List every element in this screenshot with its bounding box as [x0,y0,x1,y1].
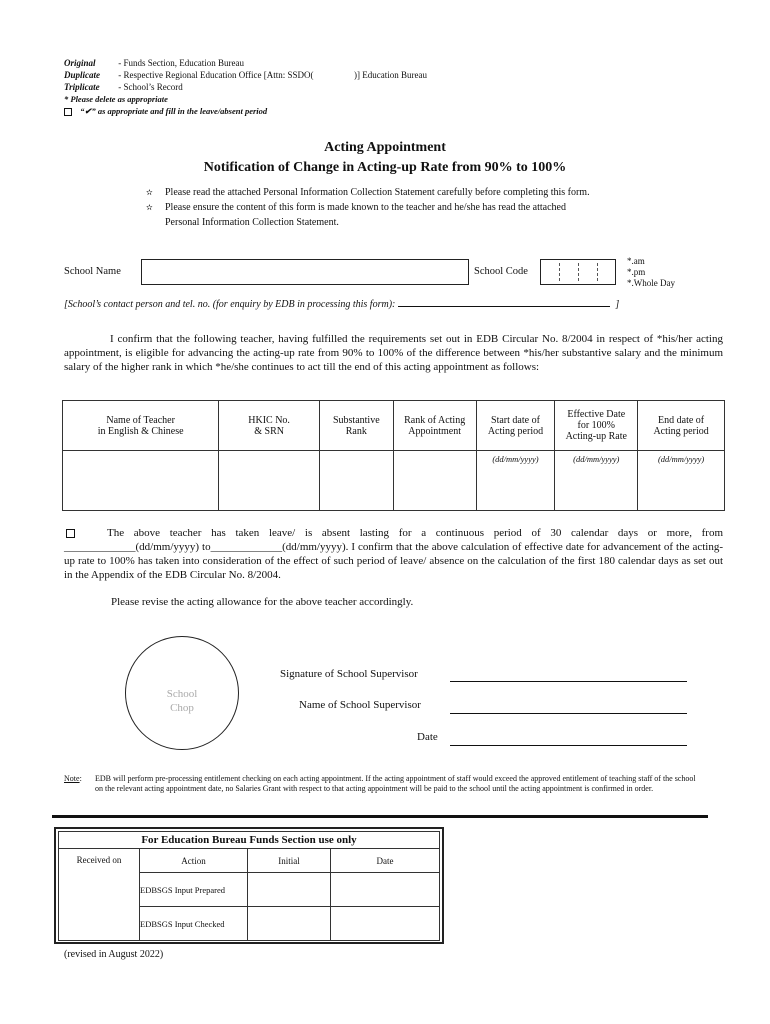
session-pm: *.pm [627,267,646,277]
confirm-paragraph: I confirm that the following teacher, having fulfilled the requirements set out in EDB Circular No. 8/2004 in respect of *his/her acting appointment, is eligible for advancing the acting-up rate from 90% to 100% of the difference between *his/her substantive salary and the minimum salary of the higher rank in which *he/she continues to act till the end of this acting appointment as follows: [64,333,723,373]
session-am: *.am [627,256,645,266]
edb-table-title: For Education Bureau Funds Section use only [59,832,440,849]
school-name-label: School Name [64,266,121,277]
contact-input[interactable] [398,297,610,307]
school-code-label: School Code [474,266,528,277]
date-input[interactable] [450,734,687,746]
col-name-header: Name of Teacher in English & Chinese [63,401,219,451]
revise-text: Please revise the acting allowance for the above teacher accordingly. [111,596,414,608]
contact-row: [School’s contact person and tel. no. (for enquiry by EDB in processing this form): ] [64,299,620,310]
chop-label-1: School [166,688,198,700]
page-title: Acting Appointment [324,140,446,155]
prepared-date-input[interactable] [331,873,440,907]
substantive-rank-input[interactable] [319,451,393,511]
leave-checkbox[interactable] [66,529,75,538]
note-text: EDB will perform pre-processing entitlement checking on each acting appointment. If the acting appointment of staff would exceed the approved entitlement of teaching staff of the school on the relevant acting appointment date, no Salaries Grant with respect to that acting appointment will be paid to the school until the acting appointment is confirmed in order. [95,774,696,793]
school-code-input[interactable] [540,259,616,285]
date-label: Date [417,731,438,743]
received-on-cell[interactable]: Received on [59,849,140,941]
star-bullet-icon: ✫ [146,188,153,197]
copy-duplicate: Duplicate - Respective Regional Education Office [Attn: SSDO( )] Education Bureau [64,70,428,80]
star-bullet-icon: ✫ [146,203,153,212]
note-tick-row [64,105,534,117]
initial-header: Initial [248,849,331,873]
acting-rank-input[interactable] [393,451,476,511]
prepared-initial-input[interactable] [248,873,331,907]
end-date-input[interactable]: (dd/mm/yyyy) [638,451,725,511]
edb-table-frame [54,827,444,944]
separator-line [52,815,708,818]
teacher-name-input[interactable] [63,451,219,511]
col-effective-date-header: Effective Date for 100% Acting-up Rate [555,401,638,451]
signature-input[interactable] [450,670,687,682]
col-substantive-header: Substantive Rank [319,401,393,451]
col-hkic-header: HKIC No. & SRN [219,401,320,451]
revised-date: (revised in August 2022) [64,949,164,960]
note-tick: “✔” as appropriate and fill in the leave/absent period [80,106,268,116]
teacher-table [62,400,725,511]
action-header: Action [140,849,248,873]
contact-label: [School’s contact person and tel. no. (for enquiry by EDB in processing this form): [64,299,396,310]
school-name-input[interactable] [141,259,469,285]
effective-date-input[interactable]: (dd/mm/yyyy) [555,451,638,511]
note-label: Note: [64,774,82,783]
note-delete: * Please delete as appropriate [64,94,168,104]
instruction-item: ✫ Please ensure the content of this form is made known to the teacher and he/she has read the attached [146,202,566,213]
leave-paragraph-line1: The above teacher has taken leave/ is absent lasting for a continuous period of 30 calendar days or more, from [107,527,723,539]
instructions [146,185,706,230]
supervisor-name-input[interactable] [450,702,687,714]
instruction-item-cont: Personal Information Collection Statement. [165,217,339,228]
tick-checkbox-icon [64,108,72,116]
input-checked-label: EDBSGS Input Checked [140,907,248,941]
checked-initial-input[interactable] [248,907,331,941]
col-acting-rank-header: Rank of Acting Appointment [393,401,476,451]
page-subtitle: Notification of Change in Acting-up Rate from 90% to 100% [203,160,567,175]
copy-original: Original - Funds Section, Education Bureau [64,58,244,68]
session-options [627,256,675,289]
session-whole-day: *.Whole Day [627,278,675,288]
leave-paragraph-rest: _____________(dd/mm/yyyy) to_____________(dd/mm/yyyy). I confirm that the above calculation of effective date for advancement of the acting-up rate to 100% has taken into consideration of the effect of such period of leave/ absence on the calculation of the first 180 calendar days as set out in the Appendix of the EDB Circular No. 8/2004. [64,541,723,581]
start-date-input[interactable]: (dd/mm/yyyy) [476,451,555,511]
col-end-date-header: End date of Acting period [638,401,725,451]
instruction-item: ✫ Please read the attached Personal Information Collection Statement carefully before completing this form. [146,187,590,198]
school-chop-circle[interactable] [125,636,239,750]
copy-triplicate: Triplicate - School’s Record [64,82,183,92]
checked-date-input[interactable] [331,907,440,941]
date-header: Date [331,849,440,873]
chop-label-2: Chop [170,702,194,714]
edb-table [58,831,440,941]
supervisor-name-label: Name of School Supervisor [299,699,421,711]
col-start-date-header: Start date of Acting period [476,401,555,451]
signature-label: Signature of School Supervisor [280,668,418,680]
hkic-input[interactable] [219,451,320,511]
copy-distribution [64,57,534,117]
input-prepared-label: EDBSGS Input Prepared [140,873,248,907]
